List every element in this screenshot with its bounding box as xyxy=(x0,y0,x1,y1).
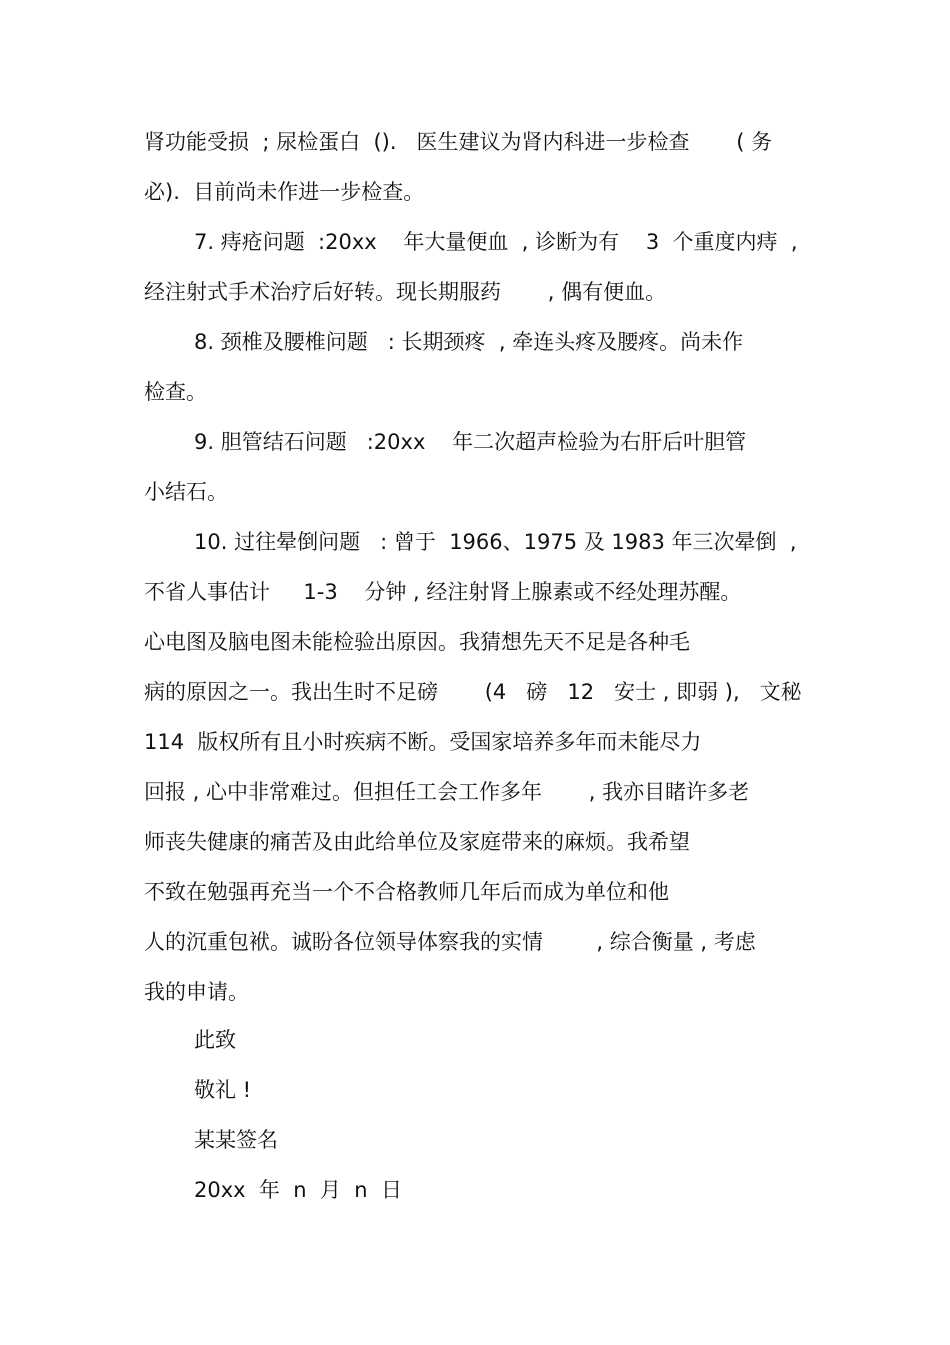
text-line: 师丧失健康的痛苦及由此给单位及家庭带来的麻烦。我希望 xyxy=(144,830,690,854)
text-line: 我的申请。 xyxy=(144,980,249,1004)
paragraph-heading-8: 8. 颈椎及腰椎问题 : 长期颈疼 , 牵连头疼及腰疼。尚未作 xyxy=(194,330,744,354)
paragraph-heading-7: 7. 痔疮问题 :20xx 年大量便血 , 诊断为有 3 个重度内痔 , xyxy=(194,230,798,254)
text-line: 不省人事估计 1-3 分钟 , 经注射肾上腺素或不经处理苏醒。 xyxy=(144,580,742,604)
text-line: 病的原因之一。我出生时不足磅 (4 磅 12 安士 , 即弱 ), 文秘 xyxy=(144,680,802,704)
text-line: 小结石。 xyxy=(144,480,228,504)
text-line: 回报 , 心中非常难过。但担任工会工作多年 , 我亦目睹许多老 xyxy=(144,780,750,804)
text-line: 人的沉重包袱。诚盼各位领导体察我的实情 , 综合衡量 , 考虑 xyxy=(144,930,756,954)
text-line: 114 版权所有且小时疾病不断。受国家培养多年而未能尽力 xyxy=(144,730,702,754)
text-line: 检查。 xyxy=(144,380,207,404)
paragraph-heading-10: 10. 过往晕倒问题 : 曾于 1966、1975 及 1983 年三次晕倒 , xyxy=(194,530,797,554)
text-line: 必). 目前尚未作进一步检查。 xyxy=(144,180,425,204)
text-line: 经注射式手术治疗后好转。现长期服药 , 偶有便血。 xyxy=(144,280,667,304)
date-line: 20xx 年 n 月 n 日 xyxy=(194,1178,402,1202)
text-line: 不致在勉强再充当一个不合格教师几年后而成为单位和他 xyxy=(144,880,669,904)
closing-salutation: 此致 xyxy=(194,1028,236,1052)
paragraph-heading-9: 9. 胆管结石问题 :20xx 年二次超声检验为右肝后叶胆管 xyxy=(194,430,747,454)
closing-regards: 敬礼 ! xyxy=(194,1078,252,1102)
text-line: 肾功能受损 ; 尿检蛋白 (). 医生建议为肾内科进一步检查 ( 务 xyxy=(144,130,773,154)
text-line: 心电图及脑电图未能检验出原因。我猜想先天不足是各种毛 xyxy=(144,630,690,654)
signature: 某某签名 xyxy=(194,1128,278,1152)
